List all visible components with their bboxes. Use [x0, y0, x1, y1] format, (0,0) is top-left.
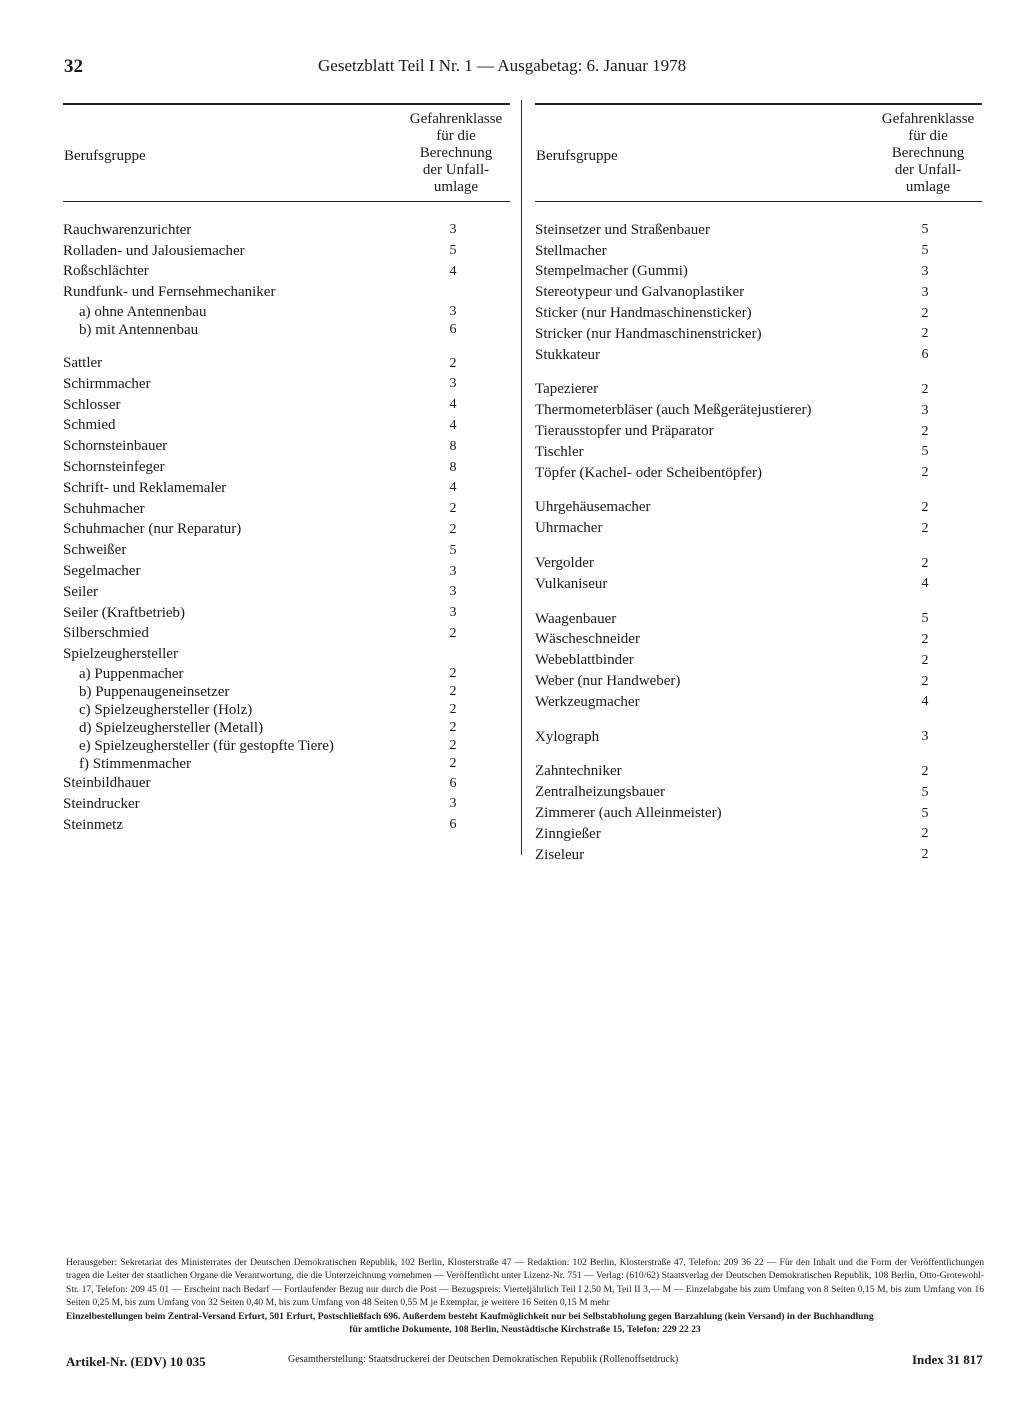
- hazard-class-value: 2: [449, 666, 457, 682]
- occupation-label: Xylograph: [535, 728, 600, 745]
- occupation-label: Steinbildhauer: [63, 775, 151, 792]
- occupation-label: Rolladen- und Jalousiemacher: [63, 242, 245, 259]
- hazard-class-value: 5: [921, 444, 929, 460]
- occupation-label: a) Puppenmacher: [79, 665, 184, 682]
- occupation-label: Schornsteinfeger: [63, 459, 165, 476]
- hazard-class-value: 3: [921, 402, 929, 418]
- table-row: [535, 692, 982, 713]
- table-row: [535, 241, 982, 262]
- occupation-label: Steinmetz: [63, 816, 123, 833]
- table-row: [63, 374, 510, 395]
- hazard-class-value: 2: [921, 763, 929, 779]
- table-row: [63, 321, 510, 339]
- table-row: [63, 719, 510, 737]
- hazard-class-value: 3: [921, 284, 929, 300]
- table-header-rule: [63, 201, 510, 202]
- hazard-class-value: 5: [449, 542, 457, 558]
- occupation-label: Steindrucker: [63, 795, 140, 812]
- printer-note: Gesamtherstellung: Staatsdruckerei der Deutschen Demokratischen Republik (Rollenoffsetdruck): [288, 1354, 679, 1365]
- group-gap: [535, 539, 982, 553]
- table-row: [63, 353, 510, 374]
- group-gap: [535, 484, 982, 498]
- occupation-label: Seiler: [63, 583, 98, 600]
- occupation-label: Schornsteinbauer: [63, 438, 168, 455]
- hazard-class-value: 2: [921, 673, 929, 689]
- table-row: [535, 609, 982, 630]
- right-rows: [535, 220, 982, 866]
- table-row: [535, 762, 982, 783]
- table-row: [63, 395, 510, 416]
- occupation-label: Sticker (nur Handmaschinensticker): [535, 305, 752, 322]
- header-line: Gefahrenklasse: [409, 110, 503, 127]
- table-row: [535, 463, 982, 484]
- table-header-rule: [535, 201, 982, 202]
- occupation-label: Stellmacher: [535, 242, 607, 259]
- index-number: Index 31 817: [912, 1352, 983, 1367]
- table-row: [63, 644, 510, 665]
- hazard-class-value: 2: [921, 826, 929, 842]
- table-row: [535, 650, 982, 671]
- hazard-class-value: 4: [921, 576, 929, 592]
- hazard-class-value: 3: [449, 563, 457, 579]
- hazard-class-value: 3: [449, 605, 457, 621]
- occupation-label: Spielzeughersteller: [63, 646, 178, 663]
- running-head: Gesetzblatt Teil I Nr. 1 — Ausgabetag: 6. Januar 1978: [318, 56, 687, 75]
- imprint-footer: [66, 1256, 984, 1336]
- occupation-label: Schuhmacher (nur Reparatur): [63, 521, 242, 538]
- hazard-class-value: 3: [449, 304, 457, 320]
- group-gap: [63, 339, 510, 353]
- header-berufsgruppe: Berufsgruppe: [64, 147, 146, 164]
- hazard-class-value: 2: [449, 684, 457, 700]
- table-row: [63, 773, 510, 794]
- table-row: [63, 794, 510, 815]
- table-row: [535, 262, 982, 283]
- hazard-class-value: 5: [921, 243, 929, 259]
- table-row: [535, 324, 982, 345]
- occupation-label: Werkzeugmacher: [535, 693, 640, 710]
- hazard-class-value: 2: [449, 355, 457, 371]
- occupation-label: Tierausstopfer und Präparator: [535, 423, 714, 440]
- occupation-label: Rundfunk- und Fernsehmechaniker: [63, 284, 276, 301]
- table-row: [535, 442, 982, 463]
- occupation-label: Stereotypeur und Galvanoplastiker: [535, 284, 745, 301]
- header-line: der Unfall-: [422, 161, 490, 178]
- hazard-class-value: 6: [449, 817, 457, 833]
- table-row: [63, 241, 510, 262]
- hazard-class-value: 6: [921, 347, 929, 363]
- occupation-label: Töpfer (Kachel- oder Scheibentöpfer): [535, 464, 762, 481]
- hazard-class-value: 3: [449, 222, 457, 238]
- occupation-label: Zentralheizungsbauer: [535, 784, 665, 801]
- hazard-class-value: 2: [921, 652, 929, 668]
- hazard-class-value: 2: [921, 847, 929, 863]
- table-row: [63, 478, 510, 499]
- occupation-label: Ziseleur: [535, 846, 585, 863]
- hazard-class-value: 2: [449, 756, 457, 772]
- table-row: [535, 824, 982, 845]
- table-row: [63, 683, 510, 701]
- occupation-label: b) mit Antennenbau: [79, 321, 199, 338]
- right-column: [535, 103, 982, 866]
- hazard-class-value: 2: [921, 305, 929, 321]
- header-line: der Unfall-: [894, 161, 962, 178]
- occupation-label: Wäscheschneider: [535, 631, 640, 648]
- hazard-class-value: 2: [921, 499, 929, 515]
- header-berufsgruppe: Berufsgruppe: [536, 147, 618, 164]
- hazard-class-value: 2: [449, 720, 457, 736]
- table-row: [63, 582, 510, 603]
- table-row: [535, 380, 982, 401]
- occupation-label: Sattler: [63, 355, 103, 372]
- left-column: [63, 103, 510, 836]
- header-gefahrenklasse: [872, 111, 984, 196]
- occupation-label: Uhrmacher: [535, 520, 603, 537]
- table-row: [63, 220, 510, 241]
- occupation-label: Vergolder: [535, 555, 594, 572]
- hazard-class-value: 8: [449, 459, 457, 475]
- occupation-label: c) Spielzeughersteller (Holz): [79, 701, 253, 718]
- hazard-class-value: 4: [921, 694, 929, 710]
- table-row: [535, 845, 982, 866]
- header-line: Berechnung: [419, 144, 493, 161]
- table-row: [63, 436, 510, 457]
- occupation-label: Steinsetzer und Straßenbauer: [535, 221, 710, 238]
- hazard-class-value: 2: [921, 555, 929, 571]
- table-row: [535, 553, 982, 574]
- table-row: [63, 701, 510, 719]
- hazard-class-value: 2: [449, 625, 457, 641]
- table-row: [535, 400, 982, 421]
- header-gefahrenklasse: [400, 111, 512, 196]
- page-number: 32: [64, 56, 83, 77]
- table-row: [535, 782, 982, 803]
- occupation-label: Weber (nur Handweber): [535, 673, 681, 690]
- occupation-label: Stempelmacher (Gummi): [535, 263, 688, 280]
- table-row: [63, 457, 510, 478]
- table-row: [535, 630, 982, 651]
- imprint-text: Herausgeber: Sekretariat des Ministerrates der Deutschen Demokratischen Republik, 102 Berlin, Klosterstraße 47 — Redaktion: 102 Berlin, Klosterstraße 47, Telefon: 209 36 22 — Für den Inhalt und die Form der Veröffentlichungen tragen die Leiter der staatlichen Organe die Verantwortung, die die Unterzeichnung vornehmen — Veröffentlicht unter Lizenz-Nr. 751 — Verlag: (610/62) Staatsverlag der Deutschen Demokratischen Republik, 108 Berlin, Otto-Grotewohl-Str. 17, Telefon: 209 45 01 — Erscheint nach Bedarf — Fortlaufender Bezug nur durch die Post — Bezugspreis: Vierteljährlich Teil I 2,50 M, Teil II 3,— M — Einzelabgabe bis zum Umfang von 8 Seiten 0,15 M, bis zum Umfang von 16 Seiten 0,25 M, bis zum Umfang von 32 Seiten 0,40 M, bis zum Umfang von 48 Seiten 0,55 M je Exemplar, je weitere 16 Seiten 0,15 M mehr: [66, 1257, 984, 1309]
- left-rows: [63, 220, 510, 836]
- occupation-label: Tischler: [535, 443, 584, 460]
- occupation-label: Zimmerer (auch Alleinmeister): [535, 805, 722, 822]
- table-row: [63, 815, 510, 836]
- hazard-class-value: 2: [449, 738, 457, 754]
- table-row: [535, 498, 982, 519]
- hazard-class-value: 2: [449, 702, 457, 718]
- hazard-class-value: 2: [449, 521, 457, 537]
- group-gap: [535, 748, 982, 762]
- hazard-class-value: 4: [449, 480, 457, 496]
- occupation-label: Schmied: [63, 417, 116, 434]
- table-row: [63, 755, 510, 773]
- table-row: [63, 603, 510, 624]
- occupation-label: Waagenbauer: [535, 610, 617, 627]
- table-row: [63, 520, 510, 541]
- header-line: Berechnung: [891, 144, 965, 161]
- occupation-label: Zahntechniker: [535, 763, 622, 780]
- table-row: [535, 803, 982, 824]
- occupation-label: Tapezierer: [535, 381, 599, 398]
- table-row: [535, 421, 982, 442]
- table-row: [63, 561, 510, 582]
- occupation-label: d) Spielzeughersteller (Metall): [79, 719, 264, 736]
- table-row: [63, 540, 510, 561]
- hazard-class-value: 5: [921, 222, 929, 238]
- table-header: [535, 105, 982, 201]
- hazard-class-value: 3: [449, 796, 457, 812]
- occupation-label: e) Spielzeughersteller (für gestopfte Tiere): [79, 737, 334, 754]
- hazard-class-value: 2: [921, 423, 929, 439]
- hazard-class-value: 2: [449, 501, 457, 517]
- header-line: umlage: [433, 178, 479, 195]
- header-line: für die: [436, 127, 476, 144]
- occupation-label: Seiler (Kraftbetrieb): [63, 604, 186, 621]
- hazard-class-value: 4: [449, 417, 457, 433]
- table-row: [535, 518, 982, 539]
- table-row: [63, 262, 510, 283]
- table-row: [63, 303, 510, 321]
- orders-text-line2: für amtliche Dokumente, 108 Berlin, Neustädtische Kirchstraße 15, Telefon: 229 22 23: [349, 1324, 701, 1336]
- table-row: [535, 574, 982, 595]
- hazard-class-value: 4: [449, 263, 457, 279]
- hazard-class-value: 5: [921, 784, 929, 800]
- article-number: Artikel-Nr. (EDV) 10 035: [66, 1354, 206, 1369]
- header-line: Gefahrenklasse: [881, 110, 975, 127]
- orders-text: Einzelbestellungen beim Zentral-Versand Erfurt, 501 Erfurt, Postschließfach 696. Außerdem besteht Kaufmöglichkeit nur bei Selbstabholung gegen Barzahlung (kein Versand) in der Buchhandlung: [66, 1310, 874, 1322]
- table-row: [63, 665, 510, 683]
- header-line: umlage: [905, 178, 951, 195]
- hazard-class-value: 2: [921, 381, 929, 397]
- header-line: für die: [908, 127, 948, 144]
- group-gap: [535, 713, 982, 727]
- hazard-class-value: 2: [921, 631, 929, 647]
- hazard-class-value: 6: [449, 775, 457, 791]
- hazard-class-value: 3: [921, 729, 929, 745]
- table-row: [63, 737, 510, 755]
- occupation-label: Thermometerbläser (auch Meßgerätejustierer): [535, 402, 812, 419]
- table-row: [535, 282, 982, 303]
- hazard-class-value: 4: [449, 397, 457, 413]
- occupation-label: Stukkateur: [535, 346, 600, 363]
- occupation-label: Schirmmacher: [63, 375, 151, 392]
- table-row: [535, 671, 982, 692]
- occupation-label: Rauchwarenzurichter: [63, 221, 192, 238]
- table-row: [535, 303, 982, 324]
- occupation-label: Segelmacher: [63, 563, 141, 580]
- table-row: [535, 220, 982, 241]
- occupation-label: Webeblattbinder: [535, 652, 634, 669]
- hazard-class-value: 3: [449, 376, 457, 392]
- occupation-label: Schweißer: [63, 542, 127, 559]
- table-row: [63, 282, 510, 303]
- occupation-label: Schlosser: [63, 396, 121, 413]
- hazard-class-value: 2: [921, 465, 929, 481]
- hazard-class-value: 5: [921, 805, 929, 821]
- occupation-label: f) Stimmenmacher: [79, 755, 192, 772]
- table-row: [63, 499, 510, 520]
- hazard-class-value: 2: [921, 520, 929, 536]
- hazard-class-value: 3: [921, 263, 929, 279]
- group-gap: [535, 366, 982, 380]
- table-row: [535, 345, 982, 366]
- occupation-label: b) Puppenaugeneinsetzer: [79, 683, 230, 700]
- occupation-label: Schuhmacher: [63, 500, 145, 517]
- occupation-label: Schrift- und Reklamemaler: [63, 479, 227, 496]
- hazard-class-value: 5: [921, 611, 929, 627]
- occupation-label: Zinngießer: [535, 825, 601, 842]
- hazard-class-value: 5: [449, 243, 457, 259]
- occupation-label: a) ohne Antennenbau: [79, 303, 207, 320]
- occupation-label: Uhrgehäusemacher: [535, 499, 651, 516]
- table-row: [535, 727, 982, 748]
- group-gap: [535, 595, 982, 609]
- hazard-class-value: 3: [449, 584, 457, 600]
- column-divider: [521, 100, 522, 855]
- occupation-label: Stricker (nur Handmaschinenstricker): [535, 325, 762, 342]
- occupation-label: Silberschmied: [63, 625, 149, 642]
- hazard-class-value: 2: [921, 326, 929, 342]
- hazard-class-value: 6: [449, 322, 457, 338]
- occupation-label: Vulkaniseur: [535, 575, 608, 592]
- table-row: [63, 624, 510, 645]
- table-row: [63, 416, 510, 437]
- occupation-label: Roßschlächter: [63, 263, 149, 280]
- hazard-class-value: 8: [449, 438, 457, 454]
- table-header: [63, 105, 510, 201]
